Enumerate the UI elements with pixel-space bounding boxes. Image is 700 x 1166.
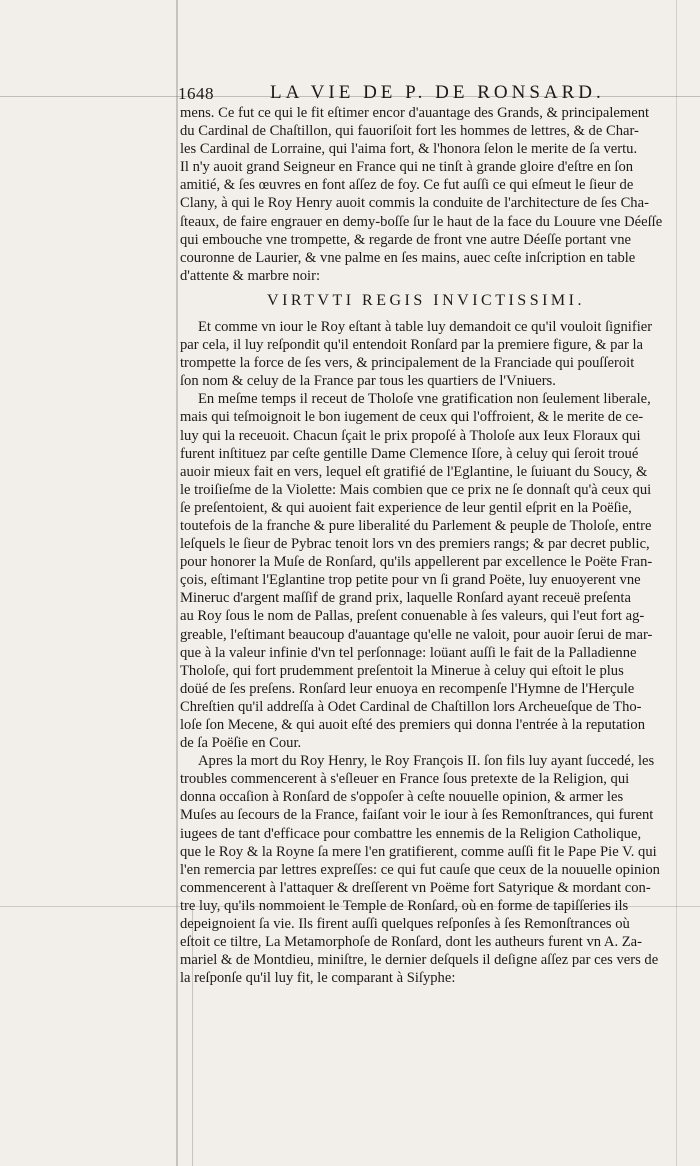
text-line: commencerent à l'attaquer & dreſſerent vn Poëme fort Satyrique & mordant con- <box>180 879 651 896</box>
text-line: mais qui teſmoignoit le bon iugement de ceux qui l'offroient, & le merite de ce- <box>180 409 644 426</box>
text-line: greable, l'eſtimant beaucoup d'auantage qu'elle ne valoit, pour auoir ſerui de mar- <box>180 626 653 643</box>
text-line: mariel & de Montdieu, miniſtre, le dernier deſquels il deſigne aſſez par ces vers de <box>180 952 659 969</box>
paragraph-3 <box>180 390 672 752</box>
text-line: par cela, il luy reſpondit qu'il entendoit Ronſard par la premiere figure, & par la <box>180 337 643 354</box>
text-line: depeignoient ſa vie. Ils firent auſſi quelques reſponſes à ſes Remonſtrances où <box>180 916 630 933</box>
page-edge-line <box>676 0 677 1166</box>
paragraph-4 <box>180 752 672 987</box>
text-line: ſon nom & celuy de la France par tous les quartiers de l'Vniuers. <box>180 373 556 390</box>
text-line: les Cardinal de Lorraine, qui l'aima fort, & l'honora ſelon le merite de ſa vertu. <box>180 141 638 158</box>
text-line: donna occaſion à Ronſard de s'oppoſer à ceſte nouuelle opinion, & armer les <box>180 789 624 806</box>
text-line: loſe ſon Mecene, & qui auoit eſté des premiers qui donna l'entrée à la reputation <box>180 717 646 733</box>
text-line: amitié, & ſes œuvres en font aſſez de foy. Ce fut auſſi ce qui eſmeut le ſieur de <box>180 177 634 194</box>
paragraph-2 <box>180 318 672 390</box>
text-line: Et comme vn iour le Roy eſtant à table luy demandoit ce qu'il vouloit ſignifier <box>198 318 653 335</box>
running-title: LA VIE DE P. DE RONSARD. <box>270 82 605 103</box>
text-line: eſtoit ce tiltre, La Metamorphoſe de Ronſard, dont les autheurs furent vn A. Za- <box>180 934 642 951</box>
text-line: Chreſtien qu'il addreſſa à Odet Cardinal de Chaſtillon lors Archeueſque de Tho- <box>180 698 642 715</box>
text-line: l'en remercia par lettres expreſſes: ce qui fut cauſe que ceux de la nouuelle opinion <box>180 861 660 878</box>
body-text <box>180 104 672 987</box>
text-line: toutefois de la franche & pure liberalité du Parlement & peuple de Tholoſe, entre <box>180 517 652 534</box>
text-line: que à la valeur infinie d'vn tel perſonnage: loüant auſſi le fait de la Palladienne <box>180 644 637 661</box>
text-line: ſteaux, de faire engrauer en demy-boſſe ſur le haut de la face du Louure vne Déeſſe <box>180 213 663 230</box>
text-line: Apres la mort du Roy Henry, le Roy François II. ſon fils luy ayant ſuccedé, les <box>198 753 655 770</box>
text-line: Tholoſe, qui fort prudemment preſentoit la Minerue à celuy qui eſtoit le plus <box>180 662 624 679</box>
text-line: couronne de Laurier, & vne palme en ſes mains, auec ceſte inſcription en table <box>180 249 636 266</box>
text-line: luy qui la receuoit. Chacun ſçait le prix propoſé à Tholoſe aux Ieux Floraux qui <box>180 427 641 444</box>
page-number: 1648 <box>178 84 214 103</box>
text-line: auoir mieux fait en vers, lequel eſt gratifié de l'Eglantine, le ſuiuant du Soucy, & <box>180 463 648 480</box>
text-line: çois, eſtimant l'Eglantine trop petite pour vn ſi grand Poëte, luy enuoyerent vne <box>180 572 641 589</box>
text-line: pour honorer la Muſe de Ronſard, qu'ils appellerent par excellence le Poëte Fran- <box>180 554 653 571</box>
text-line: Muſes au ſecours de la France, faiſant voir le iour à ſes Remonſtrances, qui furent <box>180 807 654 824</box>
text-line: furent inſtituez par ceſte gentille Dame Clemence Iſore, à celuy qui ſeroit troué <box>180 445 639 462</box>
page-header <box>178 80 668 104</box>
text-line: En meſme temps il receut de Tholoſe vne gratification non ſeulement liberale, <box>198 391 651 408</box>
page-fold-line <box>176 0 178 1166</box>
text-line: trompette la force de ſes vers, & principalement de la Franciade qui pouſſeroit <box>180 355 635 372</box>
text-line: Clany, à qui le Roy Henry auoit commis la conduite de l'architecture de ſes Cha- <box>180 195 649 212</box>
text-line: ſe preſentoient, & qui auoient fait experience de leur gentil eſprit en la Poëſie, <box>180 499 632 516</box>
text-line: Il n'y auoit grand Seigneur en France qui ne tinſt à grande gloire d'eſtre en ſon <box>180 159 634 176</box>
text-line: au Roy ſous le nom de Pallas, preſent conuenable à ſes valeurs, qui l'eut fort ag- <box>180 608 645 625</box>
inscription-heading: VIRTVTI REGIS INVICTISSIMI. <box>267 291 585 309</box>
paragraph-1 <box>180 104 672 285</box>
text-line: mens. Ce fut ce qui le fit eſtimer encor d'auantage des Grands, & principalement <box>180 105 650 121</box>
text-line: troubles commencerent à s'eſleuer en France ſous pretexte de la Religion, qui <box>180 771 630 788</box>
text-line: le troiſieſme de la Violette: Mais combien que ce prix ne ſe donnaſt qu'à ceux qui <box>180 481 652 498</box>
text-line: doüé de ſes preſens. Ronſard leur enuoya en recompenſe l'Hymne de l'Herçule <box>180 680 635 697</box>
text-line: tre luy, qu'ils nommoient le Temple de Ronſard, où en forme de tapiſſeries ils <box>180 897 629 914</box>
text-line: de ſa Poëſie en Cour. <box>180 735 302 752</box>
text-line: d'attente & marbre noir: <box>180 267 321 284</box>
text-line: leſquels le ſieur de Pybrac tenoit lors vn des premiers rangs; & par decret public, <box>180 536 650 553</box>
text-line: que le Roy & la Royne ſa mere l'en gratifierent, comme auſſi fit le Pape Pie V. qui <box>180 843 657 860</box>
text-line: iugees de tant d'efficace pour combattre les ennemis de la Religion Catholique, <box>180 825 642 842</box>
text-line: du Cardinal de Chaſtillon, qui fauoriſoit fort les hommes de lettres, & de Char- <box>180 123 639 140</box>
text-line: qui embouche vne trompette, & regarde de front vne autre Déeſſe portant vne <box>180 231 632 248</box>
text-line: la reſponſe qu'il luy fit, le comparant à Siſyphe: <box>180 970 456 987</box>
text-line: Mineruc d'argent maſſif de grand prix, laquelle Ronſard ayant receuë preſenta <box>180 590 631 607</box>
